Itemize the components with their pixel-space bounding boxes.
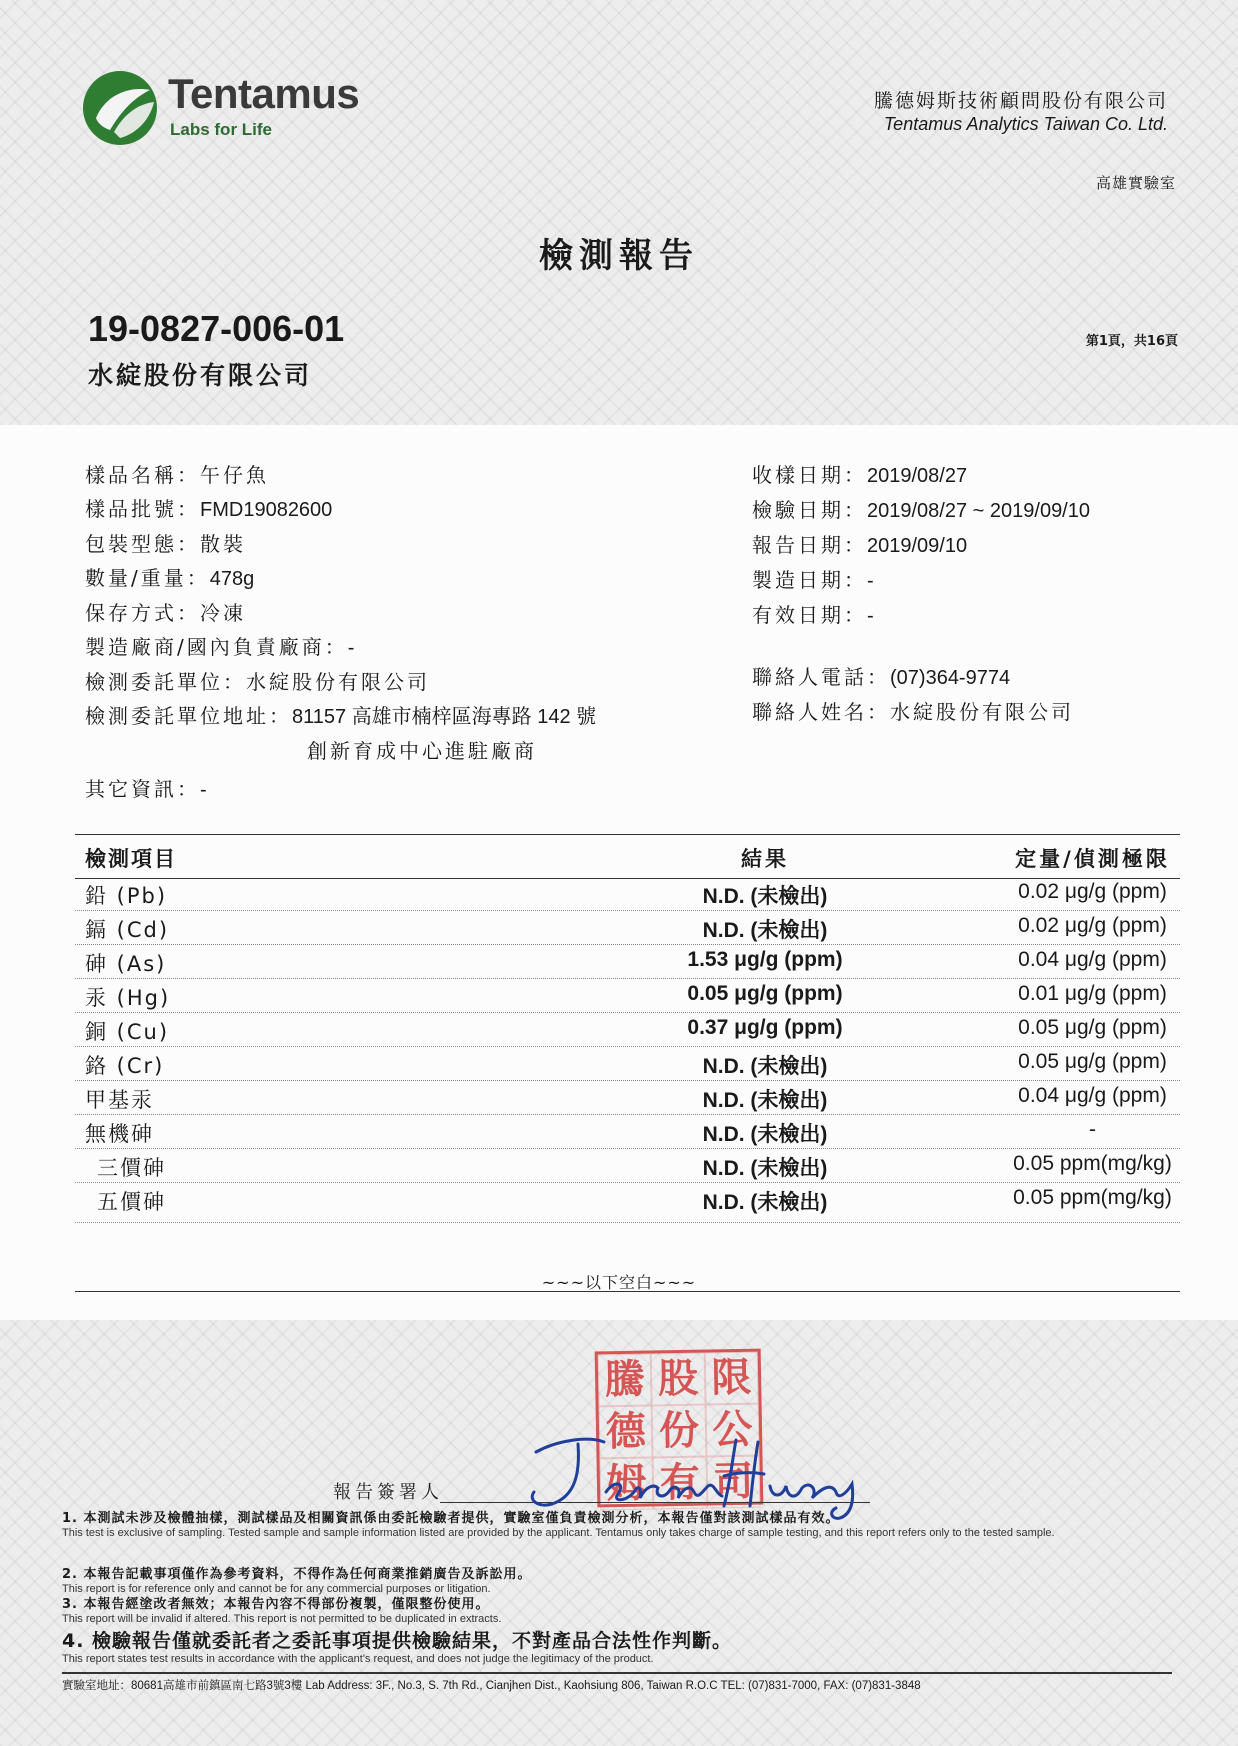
- table-row: [85, 880, 1175, 914]
- handwritten-signature: [518, 1422, 878, 1522]
- info-row: 報告日期：2019/09/10: [752, 533, 968, 557]
- row-result: 0.37 μg/g (ppm): [687, 1016, 843, 1039]
- table-bottom-rule: [75, 1291, 1180, 1292]
- info-row: 檢驗日期：2019/08/27 ~ 2019/09/10: [752, 498, 1090, 522]
- report-number: 19-0827-006-01: [88, 308, 345, 349]
- end-of-report-marker: ~~~以下空白~~~: [541, 1273, 697, 1292]
- page-indicator: 第1頁，共16頁: [1085, 334, 1178, 349]
- row-item: 鎘 (Cd): [85, 918, 170, 942]
- lab-name: 高雄實驗室: [1095, 174, 1176, 192]
- row-limit: 0.04 μg/g (ppm): [1018, 1084, 1167, 1107]
- table-row: [85, 1084, 1175, 1118]
- row-result: N.D. (未檢出): [702, 1055, 828, 1078]
- table-row: [85, 982, 1175, 1016]
- row-item: 無機砷: [85, 1122, 154, 1146]
- row-divider: [75, 944, 1180, 945]
- info-row: 有效日期：-: [752, 603, 874, 627]
- company-name-zh: 騰德姆斯技術顧問股份有限公司: [873, 90, 1168, 112]
- info-row: 創新育成中心進駐廠商: [307, 739, 537, 763]
- table-row: [85, 914, 1175, 948]
- sample-info-right-contact: [752, 660, 1074, 729]
- company-seal: 騰 股 限 德 份 公 姆 有 司: [595, 1349, 764, 1508]
- row-divider: [75, 1182, 1180, 1183]
- row-result: N.D. (未檢出): [702, 919, 828, 942]
- info-row: 數量/重量：478g: [85, 566, 255, 590]
- row-limit: 0.01 μg/g (ppm): [1018, 982, 1167, 1005]
- footer-rule: [62, 1672, 1172, 1674]
- tentamus-logo: [80, 68, 380, 148]
- table-row: [85, 1118, 1175, 1152]
- info-row: 聯絡人姓名：水綻股份有限公司: [752, 700, 1074, 724]
- document-title: 檢測報告: [539, 236, 699, 276]
- header-limit: 定量/偵測極限: [1015, 847, 1170, 871]
- info-row: 樣品名稱：午仔魚: [85, 463, 269, 487]
- info-row: 檢測委託單位地址：81157 高雄市楠梓區海專路 142 號: [85, 704, 597, 728]
- row-limit: 0.04 μg/g (ppm): [1018, 948, 1167, 971]
- row-item: 銅 (Cu): [85, 1020, 170, 1044]
- row-limit: 0.05 ppm(mg/kg): [1013, 1186, 1172, 1209]
- row-divider: [75, 1046, 1180, 1047]
- row-item: 五價砷: [97, 1190, 166, 1214]
- sample-info-right-dates: [752, 458, 1090, 633]
- table-row: [85, 1152, 1175, 1186]
- row-limit: 0.05 μg/g (ppm): [1018, 1016, 1167, 1039]
- row-result: N.D. (未檢出): [702, 1089, 828, 1112]
- disclaimer-note-4: 4. 檢驗報告僅就委託者之委託事項提供檢驗結果，不對產品合法性作判斷。 This report states test results in accordance with the applicant's request, and does not judge the legitimacy of the product.: [62, 1630, 733, 1665]
- row-divider: [75, 1114, 1180, 1115]
- table-row: [85, 1186, 1175, 1220]
- row-result: N.D. (未檢出): [702, 885, 828, 908]
- table-row: [85, 1050, 1175, 1084]
- customer-name: 水綻股份有限公司: [88, 361, 313, 390]
- row-divider: [75, 910, 1180, 911]
- leaf-logo-icon: [80, 68, 160, 148]
- table-top-rule: [75, 834, 1180, 835]
- info-row: 包裝型態：散裝: [85, 532, 246, 556]
- logo-wordmark: Tentamus: [168, 70, 360, 117]
- logo-tagline: Labs for Life: [170, 120, 273, 139]
- table-row: [85, 1016, 1175, 1050]
- signer-label: 報告簽署人: [333, 1482, 443, 1503]
- info-row: 檢測委託單位：水綻股份有限公司: [85, 670, 430, 694]
- info-row: 聯絡人電話：(07)364-9774: [752, 665, 1011, 689]
- row-limit: 0.02 μg/g (ppm): [1018, 914, 1167, 937]
- header-item: 檢測項目: [85, 847, 177, 871]
- row-item: 甲基汞: [85, 1088, 154, 1112]
- table-row: [85, 948, 1175, 982]
- table-header-rule: [75, 878, 1180, 879]
- header-result: 結果: [741, 847, 789, 871]
- disclaimer-note-2: 2. 本報告記載事項僅作為參考資料，不得作為任何商業推銷廣告及訴訟用。 This report is for reference only and cannot be for any commercial purposes or litigation.: [62, 1567, 532, 1595]
- row-limit: -: [1089, 1118, 1096, 1141]
- sample-info-left: [85, 458, 596, 807]
- row-limit: 0.02 μg/g (ppm): [1018, 880, 1167, 903]
- info-row: 製造廠商/國內負責廠商：-: [85, 635, 355, 659]
- row-item: 砷 (As): [85, 952, 167, 976]
- info-row: 收樣日期：2019/08/27: [752, 463, 968, 487]
- row-divider: [75, 1148, 1180, 1149]
- row-item: 鉻 (Cr): [85, 1054, 165, 1078]
- info-row: 保存方式：冷凍: [85, 601, 246, 625]
- row-result: N.D. (未檢出): [702, 1123, 828, 1146]
- row-result: N.D. (未檢出): [702, 1191, 828, 1214]
- info-row: 其它資訊：-: [85, 777, 207, 801]
- row-item: 鉛 (Pb): [85, 884, 168, 908]
- row-result: N.D. (未檢出): [702, 1157, 828, 1180]
- row-limit: 0.05 ppm(mg/kg): [1013, 1152, 1172, 1175]
- row-result: 1.53 μg/g (ppm): [687, 948, 843, 971]
- row-result: 0.05 μg/g (ppm): [687, 982, 843, 1005]
- row-divider: [75, 1012, 1180, 1013]
- row-item: 汞 (Hg): [85, 986, 171, 1010]
- disclaimer-note-3: 3. 本報告經塗改者無效；本報告內容不得部份複製，僅限整份使用。 This report will be invalid if altered. This report is not permitted to be duplicated in extracts.: [62, 1597, 502, 1625]
- company-name-en: Tentamus Analytics Taiwan Co. Ltd.: [883, 114, 1168, 134]
- row-item: 三價砷: [97, 1156, 166, 1180]
- row-divider: [75, 1080, 1180, 1081]
- disclaimer-note-1: 1. 本測試未涉及檢體抽樣，測試樣品及相關資訊係由委託檢驗者提供，實驗室僅負責檢測分析，本報告僅對該測試樣品有效。 This test is exclusive of sampling. Tested sample and sample information listed are provided by the applicant. Tentamus only takes charge of sample testing, and this report refers only to the tested sample.: [62, 1511, 1055, 1539]
- row-divider: [75, 978, 1180, 979]
- lab-address-footer: 實驗室地址：80681高雄市前鎮區南七路3號3樓 Lab Address: 3F., No.3, S. 7th Rd., Cianjhen Dist., Kaohsiung 806, Taiwan R.O.C TEL: (07)831-7000, FAX: (07)831-3848: [62, 1680, 921, 1692]
- row-divider: [75, 1222, 1180, 1223]
- info-row: 樣品批號：FMD19082600: [85, 497, 333, 521]
- info-row: 製造日期：-: [752, 568, 874, 592]
- table-header: [85, 843, 1175, 877]
- row-limit: 0.05 μg/g (ppm): [1018, 1050, 1167, 1073]
